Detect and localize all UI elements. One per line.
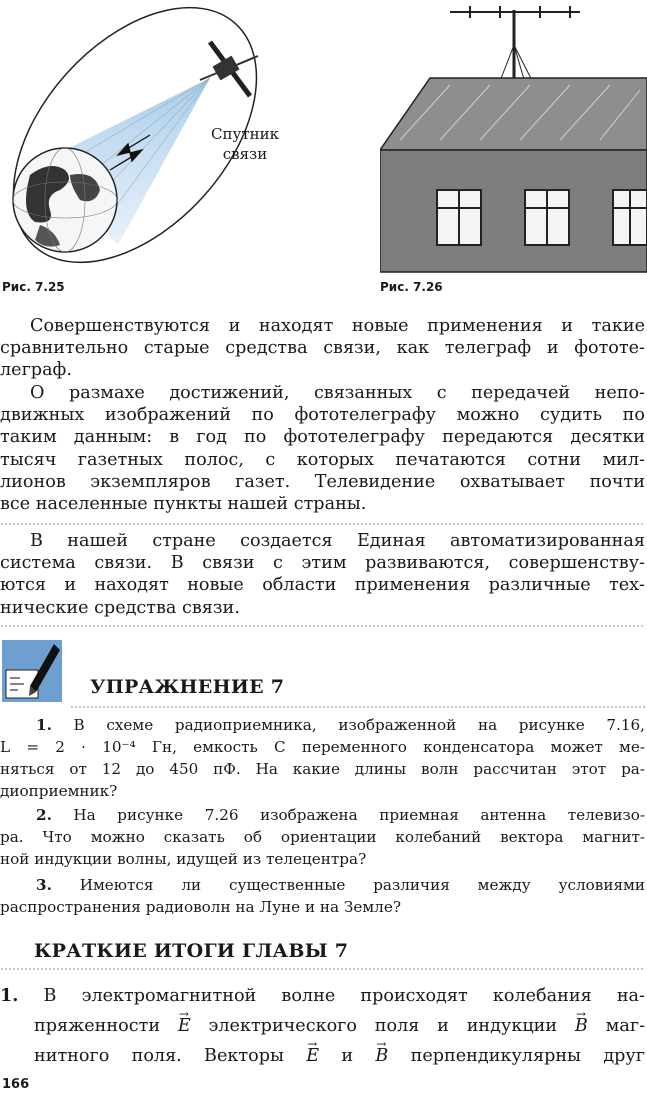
summary-item-1: 1. В электромагнитной волне происходят колебания на- пряженности → E электрического поля и индукции → B маг- нитного поля. Векторы → E и → B перпендикулярны друг <box>0 981 645 1071</box>
figure-7-26-caption: Рис. 7.26 <box>380 280 443 294</box>
divider <box>0 523 645 525</box>
vector-b: → B <box>575 1011 588 1041</box>
summary-title: КРАТКИЕ ИТОГИ ГЛАВЫ 7 <box>34 940 349 962</box>
figure-7-26-illustration <box>380 0 647 280</box>
exercise-item-3: 3. Имеются ли существенные различия между условиями распространения радиоволн на Луне и на Земле? <box>0 876 645 916</box>
paragraph-1: Совершенствуются и находят новые применения и такие сравнительно старые средства связи, как телеграф и фототе- леграф. <box>0 316 645 381</box>
paragraph-2: О размахе достижений, связанных с передачей непо- движных изображений по фототелеграфу можно судить по таким данным: в год по фототелеграфу передаются десятки тысяч газетных полос, с которых печатаются сотни мил- лионов экземпляров газет. Телевидение охватывает почти все населенные пункты нашей страны. <box>0 383 645 515</box>
vector-e: → E <box>178 1011 191 1041</box>
satellite-label: Спутник связи <box>211 125 279 163</box>
windows <box>437 190 647 245</box>
exercise-pen-icon <box>2 640 64 705</box>
divider <box>0 968 645 970</box>
exercise-item-1: 1. В схеме радиоприемника, изображенной на рисунке 7.16, L = 2 · 10⁻⁴ Гн, емкость С переменного конденсатора может ме- няться от 12 до 450 пФ. На какие длины волн рассчитан этот ра- диоприемник? <box>0 716 645 800</box>
satellite-icon <box>200 42 258 96</box>
earth-globe <box>13 148 117 252</box>
exercise-item-2: 2. На рисунке 7.26 изображена приемная антенна телевизо- ра. Что можно сказать об ориентации колебаний вектора магнит- ной индукции волны, идущей из телецентра? <box>0 806 646 868</box>
wall <box>380 150 647 272</box>
exercise-title: УПРАЖНЕНИЕ 7 <box>90 676 285 698</box>
page-number: 166 <box>2 1077 30 1092</box>
divider <box>0 625 645 627</box>
paragraph-3: В нашей стране создается Единая автоматизированная система связи. В связи с этим развиваются, совершенству- ются и находят новые области применения различные тех- нические средства связи. <box>0 531 645 618</box>
vector-b: → B <box>375 1041 388 1071</box>
figure-7-25-caption: Рис. 7.25 <box>2 280 65 294</box>
vector-e: → E <box>306 1041 319 1071</box>
divider <box>70 706 645 708</box>
